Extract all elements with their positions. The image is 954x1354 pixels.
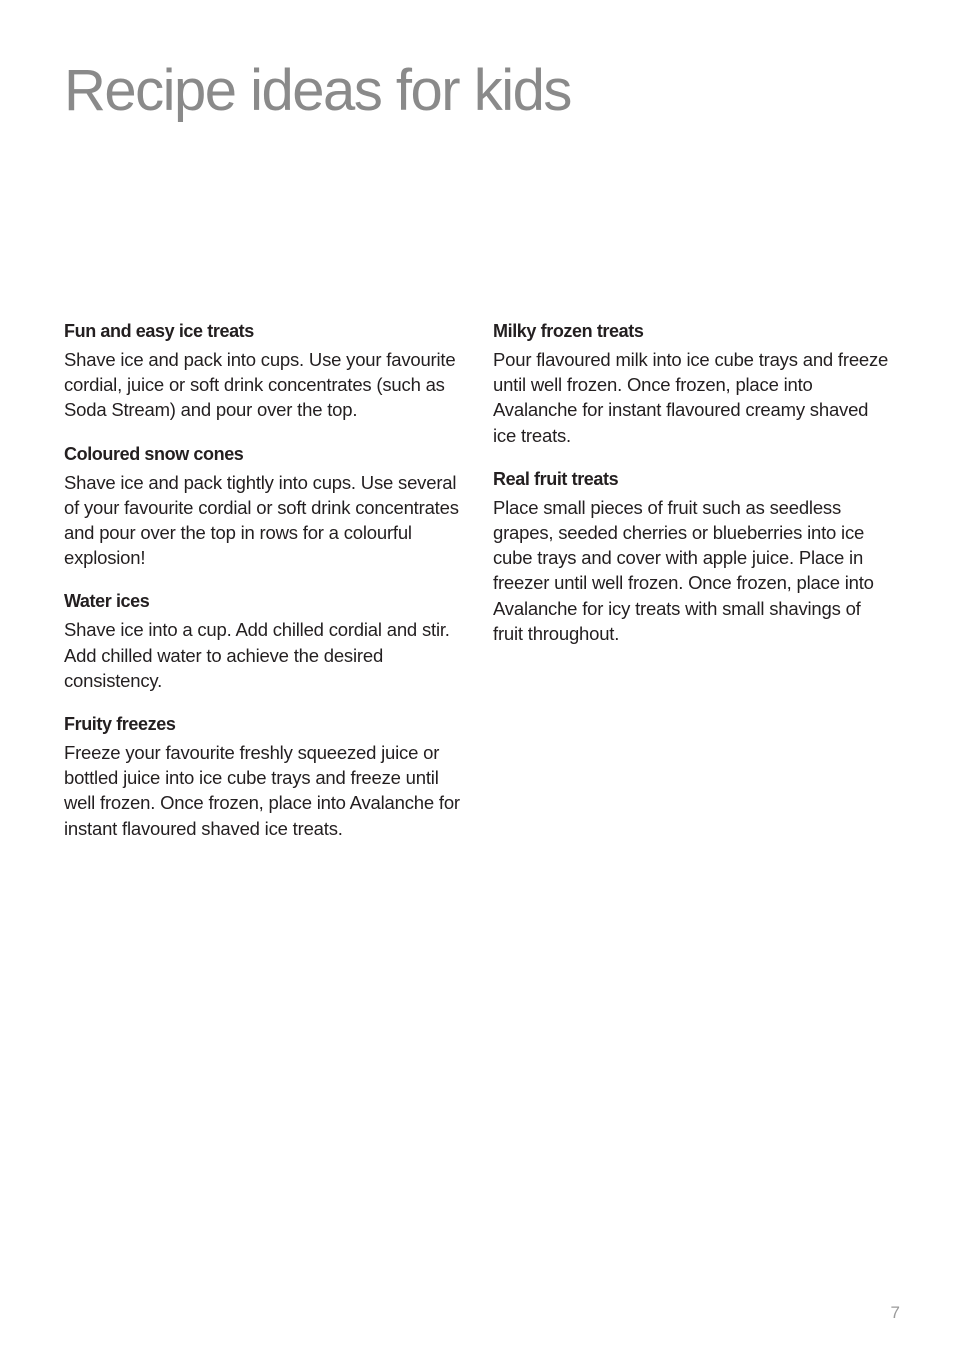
recipe-section-milky-frozen-treats (493, 319, 893, 448)
section-body: Pour flavoured milk into ice cube trays and freeze until well frozen. Once frozen, place into Avalanche for instant flavoured creamy shaved ice treats. (493, 349, 889, 446)
section-body: Place small pieces of fruit such as seedless grapes, seeded cherries or blueberries into ice cube trays and cover with apple juice. Place in freezer until well frozen. Once frozen, place into Avalanche for icy treats with small shavings of fruit throughout. (493, 496, 874, 644)
section-heading: Milky frozen treats (493, 321, 644, 341)
recipe-section-fruity-freezes (64, 712, 464, 841)
section-body: Shave ice into a cup. Add chilled cordial and stir. Add chilled water to achieve the desired consistency. (64, 619, 450, 691)
section-heading: Coloured snow cones (64, 443, 244, 464)
page-number: 7 (890, 1303, 900, 1322)
section-heading: Real fruit treats (493, 468, 619, 489)
recipe-section-coloured-snow-cones (64, 442, 464, 571)
section-heading: Fun and easy ice treats (64, 321, 254, 341)
section-body: Freeze your favourite freshly squeezed juice or bottled juice into ice cube trays and freeze until well frozen. Once frozen, place into Avalanche for instant flavoured shaved ice treats. (64, 742, 460, 839)
page-title: Recipe ideas for kids (64, 58, 571, 123)
section-body: Shave ice and pack into cups. Use your favourite cordial, juice or soft drink concentrates (such as Soda Stream) and pour over the top. (64, 349, 456, 421)
section-body: Shave ice and pack tightly into cups. Use several of your favourite cordial or soft drink concentrates and pour over the top in rows for a colourful explosion! (64, 471, 459, 569)
section-heading: Fruity freezes (64, 714, 176, 735)
recipe-section-real-fruit-treats (493, 467, 893, 646)
section-heading: Water ices (64, 591, 150, 612)
left-column (64, 319, 464, 860)
recipe-section-water-ices (64, 589, 464, 693)
right-column (493, 319, 893, 665)
recipe-section-fun-and-easy-ice-treats (64, 319, 464, 423)
